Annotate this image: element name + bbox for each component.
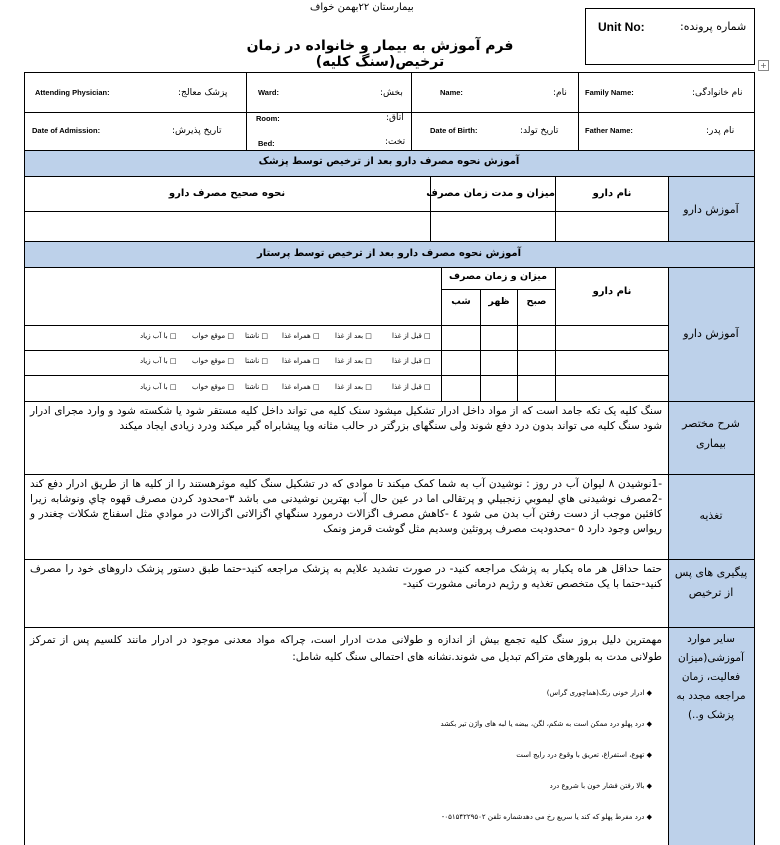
room-fa: اتاق:	[386, 113, 404, 123]
father-name-en: Father Name:	[585, 126, 633, 135]
opt-after-meal[interactable]: □ بعد از غذا	[335, 332, 372, 340]
opt-fasting[interactable]: □ ناشتا	[245, 357, 269, 365]
symptom-bullet: ◆ تهوع، استفراغ، تعریق با وقوع درد رایج است	[516, 751, 652, 759]
physician-col-dose: میزان و مدت زمان مصرف	[426, 188, 555, 199]
physician-col-method: نحوه صحیح مصرف دارو	[168, 188, 286, 199]
bed-en: Bed:	[258, 139, 275, 148]
symptom-bullet: ◆ درد مفرط پهلو که کند یا سریع رخ می دهدشماره تلفن ۰۵۱۵۴۲۲۹۵۰۲-	[441, 813, 652, 821]
physician-section-header: آموزش نحوه مصرف دارو بعد از ترخیص توسط پزشک	[258, 156, 520, 167]
file-number-label: شماره پرونده:	[680, 20, 747, 33]
family-name-en: Family Name:	[585, 88, 634, 97]
unit-no-label: Unit No:	[598, 20, 645, 34]
physician-side-label: آموزش دارو	[683, 203, 739, 216]
opt-after-meal[interactable]: □ بعد از غذا	[335, 357, 372, 365]
other-text: مهمترین دلیل بروز سنگ کلیه تجمع بیش از اندازه و طولانی مدت ادرار است، چراکه مواد معدنی موجود در ادرار مانند کلسیم پس از تمرکز طولانی مدت به بلورهای متراکم تبدیل می شوند.نشانه های احتمالی سنگ کلیه شامل:	[30, 634, 662, 663]
dob-fa: تاریخ تولد:	[520, 126, 559, 136]
nurse-side-label: آموزش دارو	[683, 327, 739, 340]
opt-fasting[interactable]: □ ناشتا	[245, 332, 269, 340]
opt-before-meal[interactable]: □ قبل از غذا	[392, 383, 431, 391]
opt-with-meal[interactable]: □ همراه غذا	[282, 332, 320, 340]
disease-side-label: شرح مختصر بیماری	[682, 417, 740, 450]
col-morning: صبح	[526, 296, 547, 307]
opt-bedtime[interactable]: □ موقع خواب	[192, 332, 234, 340]
opt-much-water[interactable]: □ با آب زیاد	[140, 332, 177, 340]
other-side-label: سایر موارد آموزشی(میزان فعالیت، زمان مراجعه مجدد به پزشک و..)	[676, 633, 746, 721]
unit-box	[585, 8, 755, 65]
nutrition-side-label: تغذیه	[699, 509, 723, 522]
dob-en: Date of Birth:	[430, 126, 478, 135]
ward-en: Ward:	[258, 88, 279, 97]
opt-before-meal[interactable]: □ قبل از غذا	[392, 357, 431, 365]
physician-en: Attending Physician:	[35, 88, 110, 97]
name-en: Name:	[440, 88, 463, 97]
ward-fa: بخش:	[380, 88, 403, 98]
opt-bedtime[interactable]: □ موقع خواب	[192, 357, 234, 365]
col-night: شب	[451, 296, 471, 307]
nurse-section-header: آموزش نحوه مصرف دارو بعد از ترخیص توسط پرستار	[256, 248, 522, 259]
opt-fasting[interactable]: □ ناشتا	[245, 383, 269, 391]
room-en: Room:	[256, 114, 280, 123]
side-bg-2	[668, 267, 754, 845]
opt-much-water[interactable]: □ با آب زیاد	[140, 357, 177, 365]
symptom-bullet: ◆ درد پهلو درد ممکن است به شکم، لگن، بیضه یا لبه های واژن تیر بکشد	[440, 720, 652, 728]
admission-fa: تاریخ پذیرش:	[172, 126, 222, 136]
form-title: فرم آموزش به بیمار و خانواده در زمان ترخیص(سنگ کلیه)	[246, 38, 514, 70]
col-noon: ظهر	[488, 296, 510, 307]
bed-fa: تخت:	[385, 137, 406, 147]
name-fa: نام:	[553, 88, 567, 98]
followup-text: حتما حداقل هر ماه یکبار به پزشک مراجعه کنید- در صورت تشدید علایم به پزشک مراجعه کنید-حتما طبق دستور پزشک داروهای خود را مصرف کنید-حتما با یک متخصص تغذیه و رژیم درمانی مشورت کنید-	[30, 563, 662, 590]
father-name-fa: نام پدر:	[706, 126, 735, 136]
opt-after-meal[interactable]: □ بعد از غذا	[335, 383, 372, 391]
opt-much-water[interactable]: □ با آب زیاد	[140, 383, 177, 391]
symptom-bullet: ◆ بالا رفتن فشار خون با شروع درد	[549, 782, 652, 790]
physician-fa: پزشک معالج:	[178, 88, 228, 98]
physician-col-drug: نام دارو	[592, 188, 632, 199]
admission-en: Date of Admission:	[32, 126, 101, 135]
table-move-handle-icon[interactable]: +	[758, 60, 769, 71]
opt-with-meal[interactable]: □ همراه غذا	[282, 357, 320, 365]
opt-with-meal[interactable]: □ همراه غذا	[282, 383, 320, 391]
disease-text: سنگ کلیه یک تکه جامد است که از مواد داخل ادرار تشکیل میشود سنک کلیه می تواند داخل کلیه مستقر شود یا شکسته شود و وارد مجرای ادرار شود سنگ کلیه می تواند بدون درد دفع شوند ولی سنگهای بزرگتر در حالب مثانه ویا پیشابراه گیر میکند ودرد زیادی ایجاد میکند	[30, 405, 662, 432]
nurse-col-dose: میزان و زمان مصرف	[448, 271, 548, 282]
followup-side-label: پیگیری های پس از ترخیص	[674, 566, 748, 599]
family-name-fa: نام خانوادگی:	[692, 88, 743, 98]
opt-bedtime[interactable]: □ موقع خواب	[192, 383, 234, 391]
symptom-bullet: ◆ ادرار خونی رنگ(هماچوری گراس)	[546, 689, 652, 697]
nurse-col-drug: نام دارو	[592, 286, 632, 297]
nutrition-text: -1نوشیدن ۸ لیوان آب در روز : نوشیدن آب به شما کمک میکند تا موادی که در تشکیل سنگ کلیه موثرهستند را از کلیه ها از طریق ادرار دفع کند -2مصرف نوشیدنی هاي ليموبي زنجبيلي و پرتقالی اما در عین حال آب بهترين نوشيدنی می باشد ٣-محدود کردن مصرف قهوه چاي ونوشابه زيرا کافئين موجب از دست رفتن آب بدن می شود ٤ -کاهش مصرف اگزالات درمورد سنگهاي اگزالاتی اگزالات در موادي مثل اسفناج شکلات چغندر و ريواس وجود دارد ٥ -محدوديت مصرف پروتئين وسديم مثل گوشت قرمز ونمک	[30, 478, 663, 535]
hospital-name: بیمارستان ۲۲بهمن خواف	[310, 2, 414, 13]
opt-before-meal[interactable]: □ قبل از غذا	[392, 332, 431, 340]
